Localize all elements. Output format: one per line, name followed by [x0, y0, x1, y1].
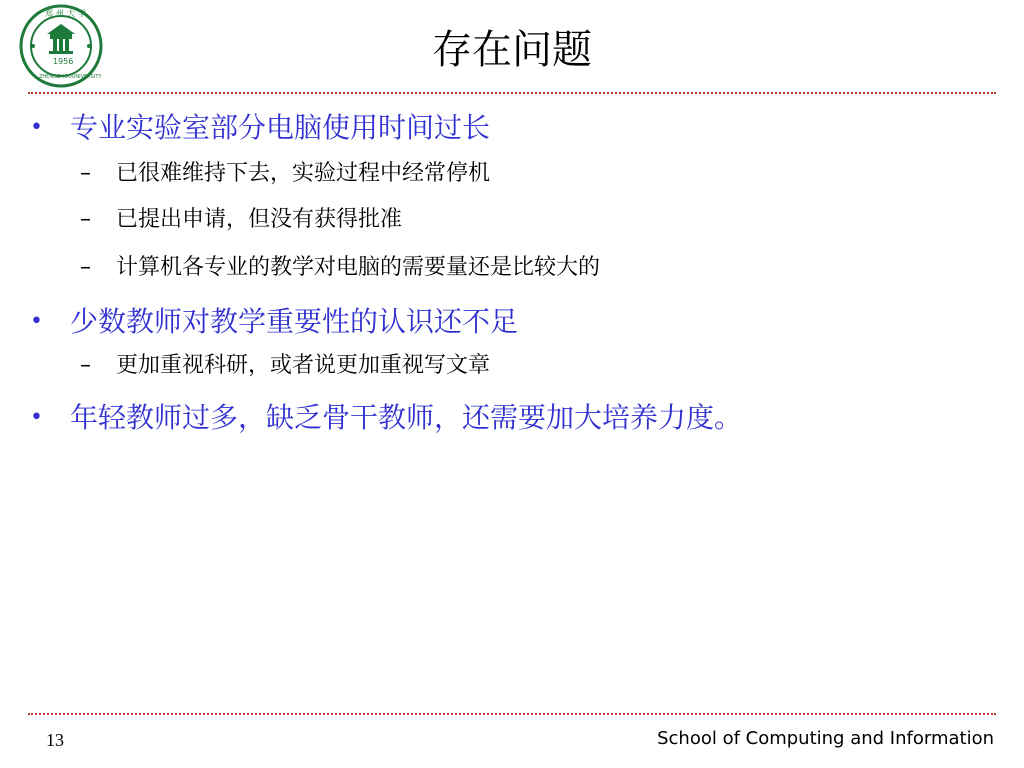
bullet-text: 专业实验室部分电脑使用时间过长	[70, 111, 491, 144]
bullet-dot: •	[30, 115, 43, 140]
sub-bullet-text: 已提出申请，但没有获得批准	[116, 207, 403, 232]
bullet-dot: •	[30, 309, 43, 334]
university-logo	[19, 4, 103, 88]
sub-bullet-text: 已很难维持下去，实验过程中经常停机	[116, 161, 491, 186]
bullet-text: 少数教师对教学重要性的认识还不足	[70, 305, 519, 338]
sub-bullet-dash: –	[80, 353, 91, 378]
sub-bullet-dash: –	[80, 161, 91, 186]
sub-bullet-text: 计算机各专业的教学对电脑的需要量还是比较大的	[116, 255, 601, 280]
top-divider	[28, 92, 996, 94]
slide-title: 存在问题	[432, 27, 592, 73]
sub-bullet-dash: –	[80, 207, 91, 232]
logo-top-text: 郑州大学	[45, 9, 89, 18]
footer-school-name: School of Computing and Information	[657, 728, 994, 749]
bullet-dot: •	[30, 405, 43, 430]
bottom-divider	[28, 713, 996, 715]
logo-year: 1956	[53, 57, 74, 66]
bullet-text: 年轻教师过多，缺乏骨干教师，还需要加大培养力度。	[70, 401, 743, 434]
sub-bullet-dash: –	[80, 255, 91, 280]
page-number: 13	[46, 730, 64, 750]
sub-bullet-text: 更加重视科研，或者说更加重视写文章	[116, 353, 491, 378]
logo-ring-text: ZHENGZHOUUNIVERSITY	[39, 74, 102, 80]
